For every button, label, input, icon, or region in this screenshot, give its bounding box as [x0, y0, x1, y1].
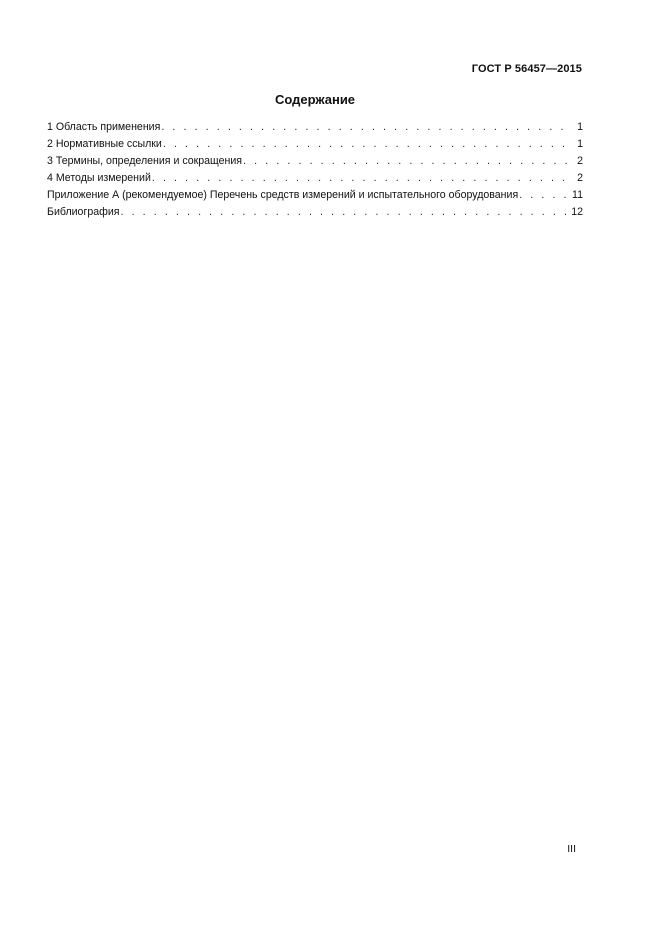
standard-header: ГОСТ Р 56457—2015 [471, 63, 582, 75]
toc-entry-label: 1 Область применения [47, 121, 161, 133]
toc-entry-label: Приложение А (рекомендуемое) Перечень средств измерений и испытательного оборудования [47, 189, 519, 201]
toc-leader-dots [243, 153, 570, 170]
toc-leader-dots [120, 204, 568, 221]
toc-entry-label: 4 Методы измерений [47, 172, 151, 184]
toc-entry-page: 1 [577, 138, 583, 150]
toc-leader-dots [161, 119, 570, 136]
toc-entry-label: 2 Нормативные ссылки [47, 138, 162, 150]
toc-entry-page: 12 [571, 206, 583, 218]
toc-entry-page: 1 [577, 121, 583, 133]
toc-entry[interactable] [47, 187, 583, 204]
toc-entry-label: Библиография [47, 206, 120, 218]
toc-entry[interactable] [47, 136, 583, 153]
toc-leader-dots [152, 170, 570, 187]
toc-entry[interactable] [47, 170, 583, 187]
toc-leader-dots [519, 187, 569, 204]
page-number: III [567, 843, 576, 855]
toc-entry-label: 3 Термины, определения и сокращения [47, 155, 243, 167]
toc-entry-page: 2 [577, 155, 583, 167]
toc-entry-page: 11 [572, 189, 583, 201]
page-title: Содержание [274, 92, 356, 107]
toc-entry[interactable] [47, 153, 583, 170]
toc-leader-dots [163, 136, 570, 153]
toc-entry[interactable] [47, 204, 583, 221]
table-of-contents [47, 119, 583, 221]
toc-entry-page: 2 [577, 172, 583, 184]
toc-entry[interactable] [47, 119, 583, 136]
